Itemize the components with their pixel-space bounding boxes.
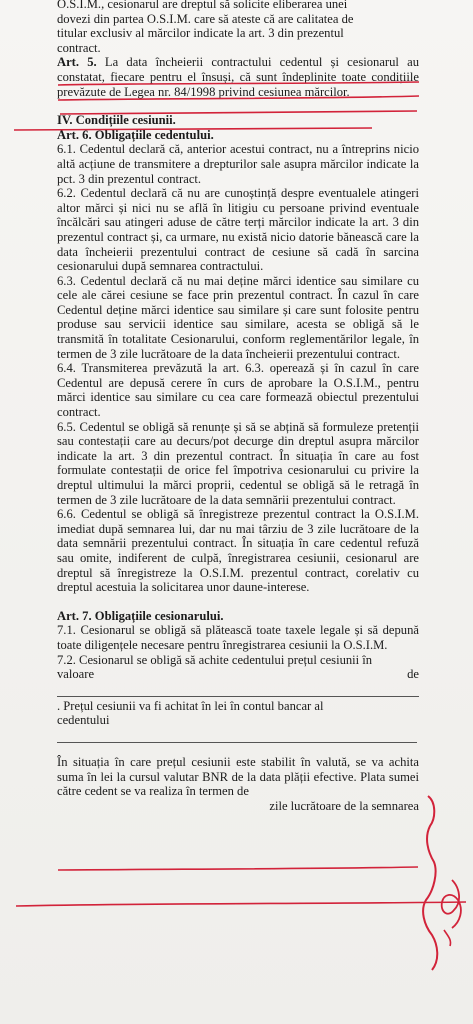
clause-7-2-line1: 7.2. Cesionarul se obligă să achite cedentului prețul cesiunii în: [57, 652, 373, 667]
clause-6-1: 6.1. Cedentul declară că, anterior acestui contract, nu a întreprins nicio altă acțiune de transmitere a drepturilor sale asupra mărcilor indicate la pct. 3 din prezentul contract.: [57, 142, 419, 186]
clause-7-2-last: zile lucrătoare de la semnarea: [269, 798, 419, 813]
clause-6-5: 6.5. Cedentul se obligă să renunțe și să se abțină să formuleze pretenții sau contestații care au decurs/pot decurge din dreptul asupra mărcilor indicate la art. 3 din prezentul contract. În situația în care au fost formulate contestații de orice fel împotriva cesionarului cu privire la dreptul ultimului la mărci proprii, cedentul se obligă să le retragă în termen de 3 zile lucrătoare de la data semnării prezentului contract.: [57, 419, 419, 507]
intro-line: contract.: [57, 40, 101, 55]
ink-bracket: [423, 796, 437, 970]
clause-7-2-line4: cedentului: [57, 713, 110, 728]
intro-line: O.S.I.M., cesionarul are dreptul să solicite eliberarea unei: [57, 0, 348, 11]
de-label: de: [407, 667, 419, 682]
intro-line: dovezi din partea O.S.I.M. care să ateste că are calitatea de: [57, 11, 354, 26]
ink-underline: [16, 902, 466, 906]
blank-amount-line: [57, 686, 419, 697]
contract-text: [57, 0, 419, 813]
art5-paragraph: [57, 55, 419, 99]
clause-7-1: 7.1. Cesionarul se obligă să plătească toate taxele legale și să depună toate diligențele necesare pentru înregistrarea cesiunii la O.S.I.M.: [57, 623, 419, 652]
valoare-label: valoare: [57, 667, 95, 682]
section-title: IV. Condițiile cesiunii.: [57, 113, 176, 128]
clause-6-2: 6.2. Cedentul declară că nu are cunoștință despre eventualele atingeri altor mărci și nici nu se află în litigiu cu persoane privind eventuale încălcări sau atingeri aduse de către terți mărcilor indicate la art. 3 din prezentul contract și, ca urmare, nu există nicio datorie bănească care la data încheierii prezentului contract de cesiune să cadă în sarcina cesionarului după semnarea contractului.: [57, 186, 419, 274]
art6-heading: Art. 6. Obligațiile cedentului.: [57, 127, 214, 142]
clause-7-2-valoare-line: [57, 667, 419, 682]
blank-account-line: [57, 732, 417, 743]
intro-line: titular exclusiv al mărcilor indicate la art. 3 din prezentul: [57, 26, 344, 41]
clause-7-2-line3: . Prețul cesiunii va fi achitat în lei în contul bancar al: [57, 698, 324, 713]
ink-scribble: [444, 930, 451, 946]
art7-heading: Art. 7. Obligațiile cesionarului.: [57, 608, 224, 623]
art5-text: La data încheierii contractului cedentul și cesionarul au constatat, fiecare pentru el însuși, că sunt îndeplinite toate condițiile prevăzute de Legea nr. 84/1998 privind cesiunea mărcilor.: [57, 55, 419, 99]
clause-7-2-para2: În situația în care prețul cesiunii este stabilit în valută, se va achita suma în lei la cursul valutar BNR de la data plății efective. Plata sumei către cedent se va realiza în termen de: [57, 754, 419, 799]
ink-underline: [58, 867, 418, 870]
art5-heading: Art. 5.: [57, 55, 97, 70]
ink-scribble: [442, 880, 461, 928]
clause-6-3: 6.3. Cedentul declară că nu mai deține mărci identice sau similare cu cele ale cărei cesiune se face prin prezentul contract. În cazul în care Cedentul deține mărci identice sau similare și care sunt folosite pentru produse sau servicii identice sau similare, acesta se obligă să le transmită în totalitate Cesionarului, conform reglementărilor legale, în termen de 3 zile lucrătoare de la data încheierii prezentului contract.: [57, 273, 419, 361]
clause-6-4: 6.4. Transmiterea prevăzută la art. 6.3. operează și în cazul în care Cedentul are depusă cerere în curs de aprobare la O.S.I.M., pentru mărci identice sau similare cu cea care formează obiectul prezentului contract.: [57, 361, 419, 420]
clause-6-6: 6.6. Cedentul se obligă să înregistreze prezentul contract la O.S.I.M. imediat după semnarea lui, dar nu mai târziu de 3 zile lucrătoare de la data semnării prezentului contract. În situația în care cedentul refuză sau omite, indiferent de culpă, înregistrarea cesiunii, cesionarul are dreptul să înregistreze la O.S.I.M. prezentul contract, corelativ cu dreptul acestuia la solicitarea unor daune-interese.: [57, 507, 419, 595]
